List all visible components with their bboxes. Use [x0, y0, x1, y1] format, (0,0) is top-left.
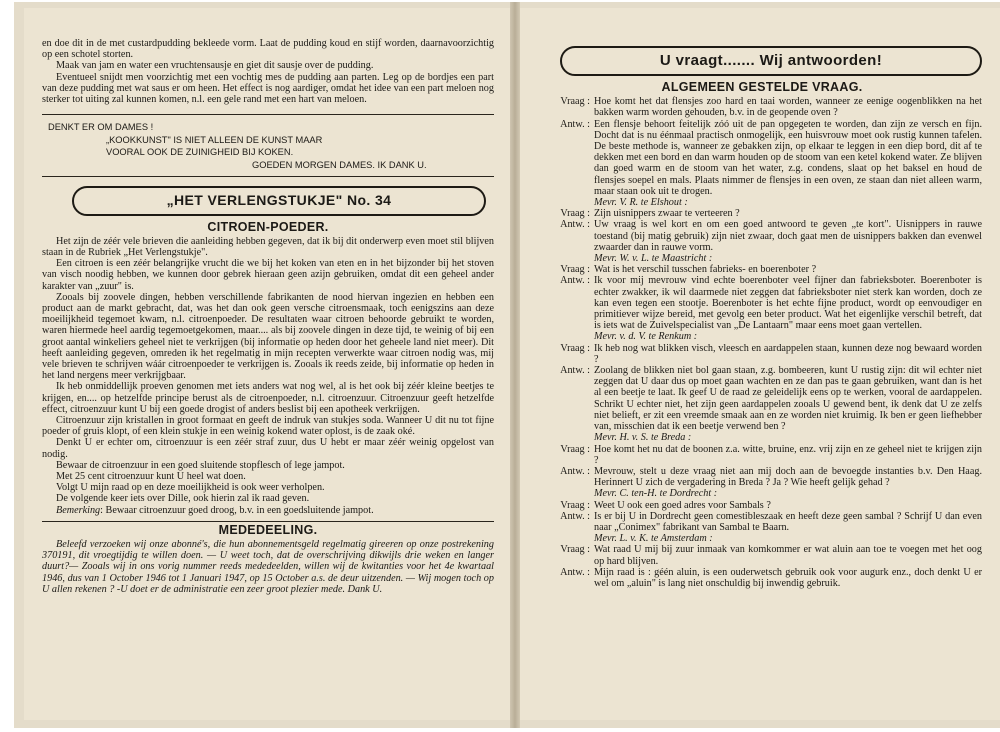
entry-text: Uw vraag is wel kort en om een goed antwoord te geven „te kort". Uisnippers in rauwe toestand (bij matig gebruik) zijn niet zwaar, doch gaat men de uisnippers bakken dan evenwel zwaarder dan in rauwe vorm.	[594, 219, 982, 253]
notice-title: MEDEDEELING.	[218, 522, 318, 537]
slogan-line: VOORAL OOK DE ZUINIGHEID BIJ KOKEN.	[106, 147, 294, 158]
notice-paragraph: Beleefd verzoeken wij onze abonné's, die hun abonnementsgeld regelmatig gireeren op onze postrekening 370191, dit vroegtijdig te willen doen. — U weet toch, dat de overschrijving dikwijls drie weken en langer duurt?— Zooals wij in ons vorig nummer reeds mededeelden, willen wij de kwitanties voor het 4e kwartaal 1946, dus van 1 October 1946 tot 1 Januari 1947, op 15 October a.s. de deur uitzenden. — Wij mogen toch op U allen rekenen ? -U doet er de administratie een zeer groot plezier mede. Dank U.	[42, 539, 494, 595]
question-row	[542, 444, 982, 466]
right-page	[520, 8, 1000, 720]
article-paragraph: Bewaar de citroenzuur in een goed sluitende stopflesch of lege jampot.	[56, 459, 345, 471]
divider	[42, 114, 494, 115]
entry-text: Mevrouw, stelt u deze vraag niet aan mij doch aan de bevoegde instanties b.v. Den Haag. Herinnert U zich de vergadering in Breda ? Ja ? Wie heeft gelijk gehad ?	[594, 465, 982, 489]
slogan-line: „KOOKKUNST" IS NIET ALLEEN DE KUNST MAAR	[106, 134, 323, 145]
intro-paragraph: en doe dit in de met custardpudding bekleede vorm. Laat de pudding koud en stijf worden, daarnavoorzichtig op een schotel storten.	[42, 38, 494, 61]
article-paragraph: De volgende keer iets over Dille, ook hierin zal ik raad geven.	[56, 493, 310, 505]
answer-row	[542, 466, 982, 488]
left-column	[42, 38, 494, 595]
entry-label: Antw. :	[560, 118, 590, 130]
entry-label: Antw. :	[560, 365, 590, 377]
reader-signature: Mevr. v. d. V. te Renkum :	[594, 331, 698, 343]
entry-text: Wat is het verschil tusschen fabrieks- en boerenboter ?	[594, 264, 817, 276]
entry-text: Zijn uisnippers zwaar te verteeren ?	[594, 208, 740, 220]
article-title: CITROEN-POEDER.	[207, 219, 329, 234]
entry-label: Antw. :	[560, 219, 590, 231]
question-row	[542, 264, 982, 275]
left-page	[24, 8, 510, 720]
answer-row	[542, 219, 982, 253]
remark	[42, 505, 494, 516]
entry-text: Een flensje behoort feitelijk zóó uit de pan opgegeten te worden, dan zijn ze versch en fijn. Docht dat is nu éénmaal practisch onmogelijk, een huisvrouw moet ook rustig kunnen tafelen. De beste methode is, wanneer ze gebakken zijn, op elkaar te leggen in een diep bord, dit af te dekken met een bord en dan warm houden op de stoom van een ketel kokend water. Ze blijven dan goed warm en de stoom van het water, z.g. condens, slaat op het baksel en houd de flensjes soepel en mals. Plaats nimmer de flensjes in een oven, ze staan dan niet alleen warm, maar staan ook uit te drogen.	[594, 118, 982, 197]
entry-label: Antw. :	[560, 510, 590, 522]
entry-text: Mijn raad is : géén aluin, is een ouderwetsch gebruik ook voor augurk enz., doch denkt U er wel om „aluin" is lang niet onschuldig bij inwendig gebruik.	[594, 566, 982, 589]
slogan-line: GOEDEN MORGEN DAMES. IK DANK U.	[252, 160, 427, 170]
magazine-spread	[14, 2, 1000, 728]
entry-label: Vraag :	[560, 96, 590, 108]
question-row	[542, 500, 982, 511]
article-paragraph: Een citroen is een zéér belangrijke vrucht die we bij het koken van eten en in het bijzonder bij het stoven van visch noodig hebben, we kunnen door gebrek hieraan geen azijn gebruiken, omdat dit een geheel ander karakter van „zuur" is.	[42, 258, 494, 292]
article-paragraph: Het zijn de zéér vele brieven die aanleiding hebben gegeven, dat ik bij dit onderwerp even moet stil blijven staan in de Rubriek „Het Verlengstukje".	[42, 235, 494, 258]
entry-text: Is er bij U in Dordrecht geen comestibleszaak en heeft deze geen sambal ? Schrijf U dan even naar „Conimex" fabrikant van Sambal te Baarn.	[594, 510, 982, 533]
question-row	[542, 544, 982, 566]
entry-label: Vraag :	[560, 208, 590, 220]
intro-paragraph: Eventueel snijdt men voorzichtig met een vochtig mes de pudding aan parten. Leg op de bordjes een part van deze pudding met wat saus er om heen. Het effect is nog aardiger, omdat het idee van een part meloen nog sterker tot uiting zal kunnen komen, n.l. een gele rand met een hart van meloen.	[42, 71, 494, 106]
answer-row	[542, 511, 982, 533]
entry-label: Vraag :	[560, 499, 590, 511]
answer-row	[542, 119, 982, 197]
question-row	[542, 96, 982, 118]
article-paragraph: Zooals bij zoovele dingen, hebben verschillende fabrikanten de nood hiervan ingezien en hebben een product aan de markt gebracht, dat, was het dan ook geen versche citroensmaak, toch eenigszins aan deze moeilijkheid tegemoet kwam, n.l. citroenpoeder. De resultaten waar citroen behoorde gebruikt te worden, waren hiermede heel aardig tegemoetgekomen, maar.... als bij zoovele dingen in deze tijd, te weinig of bij een groot aantal winkeliers geheel niet te verkrijgen (bij informatie op heden door het geheele land niet meer). Dit heeft aanleiding gegeven, omreden ik het regelmatig in mijn recepten verwerkte waar citroen nodig was, mij vele brieven te schrijven wáár citroenpoeder te verkrijgen is. Zooals ik reeds zeide, bij informatie op heden in het land nergens meer verkrijgbaar.	[42, 291, 494, 382]
divider	[42, 521, 494, 522]
question-row	[542, 343, 982, 365]
qa-heading: ALGEMEEN GESTELDE VRAAG.	[661, 80, 863, 94]
right-column	[542, 46, 982, 589]
entry-text: Weet U ook een goed adres voor Sambals ?	[594, 499, 771, 511]
entry-label: Antw. :	[560, 566, 590, 578]
entry-text: Wat raad U mij bij zuur inmaak van komkommer er wat aluin aan toe te voegen met het oog op hard blijven.	[594, 544, 982, 567]
entry-label: Vraag :	[560, 443, 590, 455]
entry-label: Antw. :	[560, 275, 590, 287]
entry-text: Zoolang de blikken niet bol gaan staan, z.g. bombeeren, kunt U rustig zijn: dit wil echter niet zeggen dat U daar dus op moet gaan wachten en ze dan pas te gaan gebruiken, want dan is het al een beetje te laat. Ik geef U de raad ze geleidelijk eens op te werken, vooral de aardappelen. Schrikt U echter niet, het zijn geen aardappelen zooals U gewend bent, ik denk dat U ze zelfs niet belieft, er zit een vreemde smaak aan en ze worden niet kruimig. Ik ben er geen liefhebber van, misschien dat ik een beetje verwend ben ?	[594, 365, 982, 433]
entry-label: Vraag :	[560, 544, 590, 556]
entry-text: Ik voor mij mevrouw vind echte boerenboter veel fijner dan fabrieksboter. Boerenboter is echter zwakker, ik wil daarmede niet zeggen dat fabrieksboter niet sterk kan worden, doch ze kan even tegen een stootje. Boerenboter is het echte fijne product, wordt op eenvoudiger en primitiever wijze bereid, met gevolg een beter product. Wat het eigenlijke verschil betreft, dat is iets wat de Zuivelspecialist van „De Lantaarn" maar eens moet gaan vertellen.	[594, 275, 982, 332]
article-paragraph: Denkt U er echter om, citroenzuur is een zéér straf zuur, dus U hebt er maar zéér weinig opgelost van nodig.	[42, 437, 494, 460]
slogan-line: DENKT ER OM DAMES !	[48, 122, 154, 133]
reader-signature: Mevr. W. v. L. te Maastricht :	[594, 253, 713, 265]
entry-text: Hoe komt het nu dat de boonen z.a. witte, bruine, enz. vrij zijn en ze geheel niet te krijgen zijn ?	[594, 443, 982, 466]
entry-text: Hoe komt het dat flensjes zoo hard en taai worden, wanneer ze eenige oogenblikken na het bakken warm worden gehouden, b.v. in de geopende oven ?	[594, 96, 982, 119]
question-row	[542, 208, 982, 219]
section-banner: „HET VERLENGSTUKJE" No. 34	[72, 186, 486, 216]
answer-row	[542, 365, 982, 432]
answer-row	[542, 275, 982, 331]
reader-signature: Mevr. V. R. te Elshout :	[594, 197, 688, 209]
article-paragraph: Citroenzuur zijn kristallen in groot formaat en geeft de indruk van stukjes soda. Wanneer U dit nu tot fijne poeder of gruis klopt, of een klein stukje in een weinig kokend water oplost, is de zaak oké.	[42, 415, 494, 438]
page-fold	[510, 2, 520, 728]
slogan-block	[42, 121, 494, 171]
reader-signature: Mevr. C. ten-H. te Dordrecht :	[594, 488, 718, 500]
reader-signature: Mevr. H. v. S. te Breda :	[594, 432, 692, 444]
entry-label: Vraag :	[560, 342, 590, 354]
qa-list	[542, 96, 982, 589]
entry-label: Vraag :	[560, 264, 590, 276]
article-paragraph: Met 25 cent citroenzuur kunt U heel wat doen.	[56, 471, 246, 483]
intro-paragraph: Maak van jam en water een vruchtensausje en giet dit sausje over de pudding.	[56, 60, 374, 72]
remark-text: : Bewaar citroenzuur goed droog, b.v. in een goedsluitende jampot.	[100, 504, 374, 516]
answer-row	[542, 567, 982, 589]
remark-label: Bemerking	[56, 504, 101, 516]
entry-label: Antw. :	[560, 465, 590, 477]
entry-text: Ik heb nog wat blikken visch, vleesch en aardappelen staan, kunnen deze nog bewaard worden ?	[594, 342, 982, 365]
article-paragraph: Ik heb onmiddellijk proeven genomen met iets anders wat nog wel, al is het ook bij zéér kleine beetjes te krijgen, en.... op hetzelfde principe berust als de citroenpoeder, n.l. citroenzuur. Citroenzuur geeft hetzelfde effect, citroenzuur kunt U bij een goede drogist of anders beslist bij een apotheek verkrijgen.	[42, 381, 494, 415]
article-paragraph: Volgt U mijn raad op en deze moeilijkheid is ook weer verholpen.	[56, 482, 325, 494]
reader-signature: Mevr. L. v. K. te Amsterdam :	[594, 533, 713, 545]
qa-banner: U vraagt....... Wij antwoorden!	[560, 46, 982, 76]
divider	[42, 176, 494, 177]
